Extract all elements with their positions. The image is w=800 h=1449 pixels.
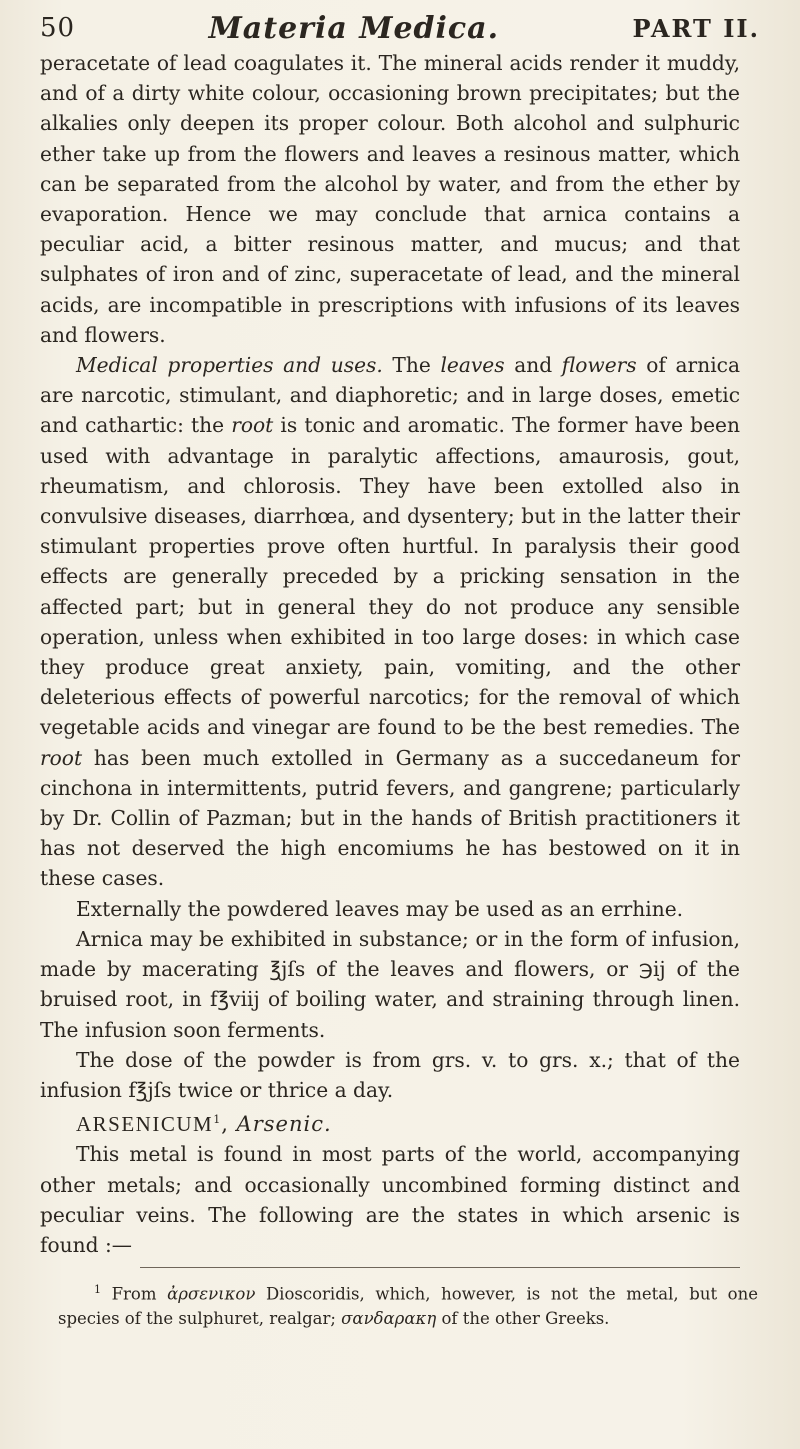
paragraph-exhibition: Arnica may be exhibited in substance; or in the form of infusion, made by macerating ℥jſs of the leaves and flowers, or ℈ij of the bruised root, in f℥viij of boiling water, and straining through linen. The infusion soon ferments. <box>40 926 740 1042</box>
part-label: PART II. <box>632 13 760 43</box>
text-run: of arnica are narcotic, stimulant, and diaphoretic; and in large doses, emetic and cathartic: the <box>40 353 740 438</box>
heading-comma: , <box>221 1112 229 1137</box>
text-run: The <box>382 353 441 378</box>
footnote-number: 1 <box>94 1283 101 1296</box>
paragraph-arsenic-description: This metal is found in most parts of the world, accompanying other metals; and occasionally uncombined forming distinct and peculiar veins. The following are the states in which arsenic is found :— <box>40 1142 740 1257</box>
text-run: From <box>101 1284 168 1304</box>
italic-term: flowers <box>561 353 637 378</box>
greek-term: σανδαρακη <box>341 1308 437 1328</box>
text-run: is tonic and aromatic. The former have been used with advantage in paralytic affections, amaurosis, gout, rheumatism, and chlorosis. They have been extolled also in convulsive diseases, diarrhœa, and dysentery; but in the latter their stimulant properties prove often hurtful. In paralysis their good effects are generally preceded by a pricking sensation in the affected part; but in general they do not produce any sensible operation, unless when exhibited in too large doses: in which case they produce great anxiety, pain, vomiting, and the other deleterious effects of powerful narcotics; for the removal of which vegetable acids and vinegar are found to be the best remedies. The <box>40 413 740 740</box>
section-lead: Medical properties and uses. <box>76 353 383 378</box>
paragraph-continuation: peracetate of lead coagulates it. The mineral acids render it muddy, and of a dirty white colour, occasioning brown precipitates; but the alkalies only deepen its proper colour. Both alcohol and sulphuric ether take up from the flowers and leaves a resinous matter, which can be separated from the alcohol by water, and from the ether by evaporation. Hence we may conclude that arnica contains a peculiar acid, a bitter resinous matter, and mucus; and that sulphates of iron and of zinc, superacetate of lead, and the mineral acids, are incompatible in prescriptions with infusions of its leaves and flowers. <box>40 51 740 347</box>
section-heading-arsenicum <box>40 1105 740 1139</box>
italic-term: leaves <box>440 353 505 378</box>
text-run: has been much extolled in Germany as a succedaneum for cinchona in intermittents, putrid fevers, and gangrene; particularly by Dr. Collin of Pazman; but in the hands of British practitioners it has not deserved the high encomiums he has bestowed on it in these cases. <box>40 745 740 891</box>
italic-term: root <box>40 745 83 770</box>
footnote <box>58 1278 758 1331</box>
greek-term: ἀρσενικον <box>167 1284 256 1304</box>
heading-latin-name: ARSENICUM <box>76 1112 214 1137</box>
text-run: and <box>504 353 562 378</box>
text-run: Dioscoridis, which, however, is not the metal, but one species of the sulphuret, realgar; <box>58 1284 759 1328</box>
footnote-text <box>58 1278 758 1331</box>
page-number: 50 <box>40 13 76 43</box>
footnote-rule <box>140 1267 740 1268</box>
italic-term: root <box>231 413 274 438</box>
running-title: Materia Medica. <box>208 10 500 46</box>
footnote-marker: 1 <box>213 1113 222 1127</box>
page-header <box>40 6 760 50</box>
main-text <box>40 48 740 1260</box>
paragraph-externally: Externally the powdered leaves may be used as an errhine. <box>76 896 684 921</box>
paragraph-dose: The dose of the powder is from grs. v. to grs. x.; that of the infusion f℥jſs twice or thrice a day. <box>40 1047 740 1102</box>
heading-common-name: Arsenic. <box>228 1112 332 1137</box>
text-run: of the other Greeks. <box>436 1308 610 1328</box>
paragraph-medical-properties <box>40 350 740 894</box>
